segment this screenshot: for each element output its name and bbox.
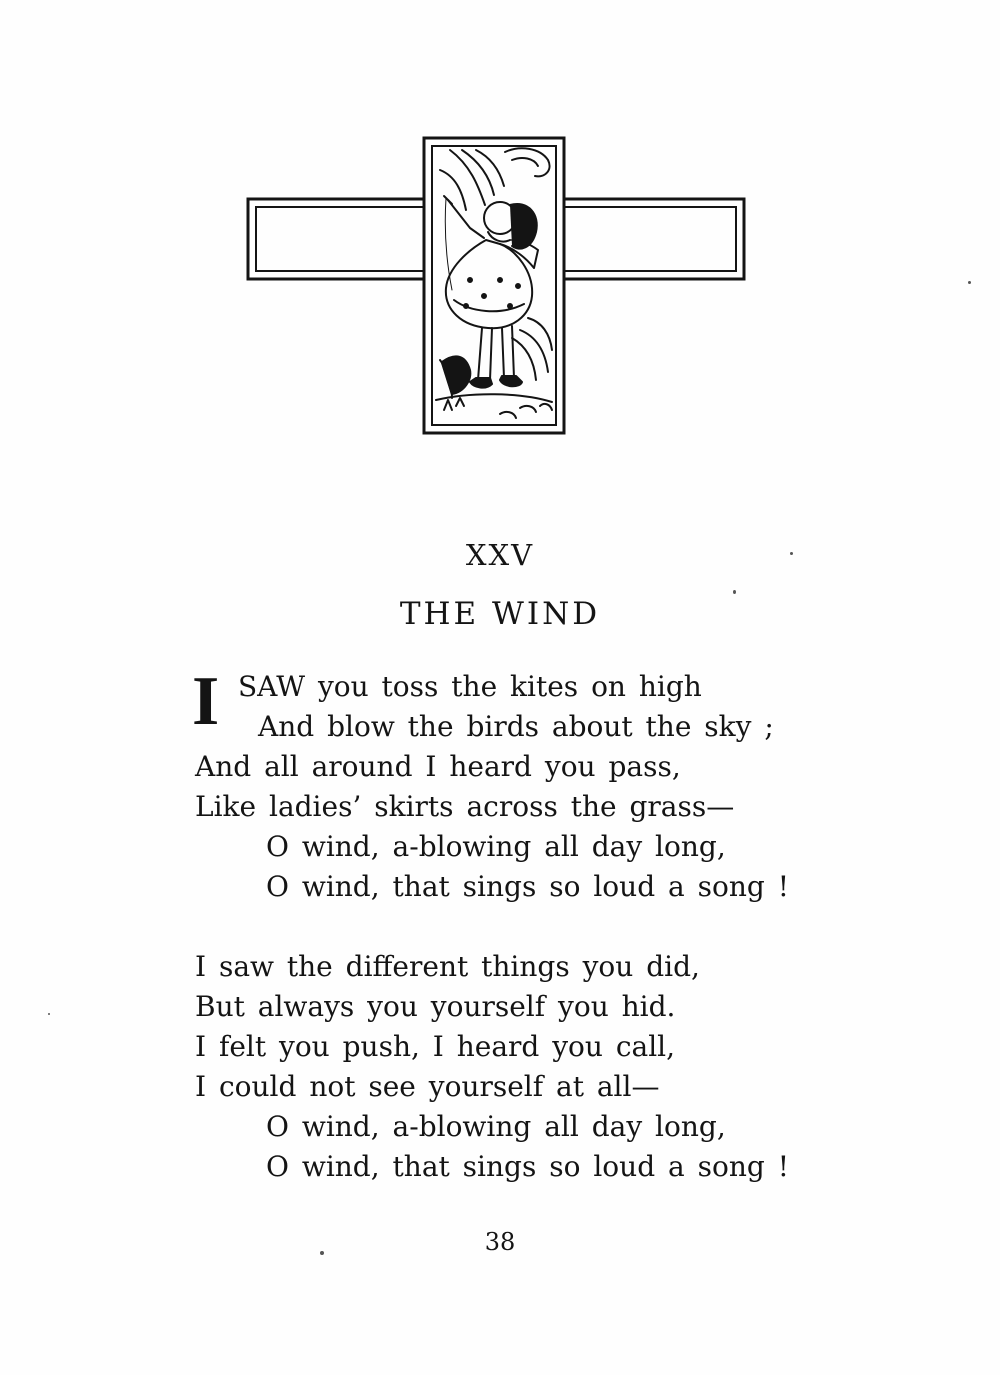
poem-line: I could not see yourself at all— <box>195 1070 660 1103</box>
poem-line: I felt you push, I heard you call, <box>195 1030 676 1063</box>
poem-line: And blow the birds about the sky ; <box>258 710 774 743</box>
print-speck <box>48 1013 50 1015</box>
poem-line: SAW you toss the kites on high <box>238 670 702 703</box>
drop-cap: I <box>192 663 220 740</box>
poem-title: THE WIND <box>399 596 601 632</box>
poem-refrain-line: O wind, a-blowing all day long, <box>266 1110 726 1143</box>
poem-refrain-line: O wind, a-blowing all day long, <box>266 830 726 863</box>
print-speck <box>968 281 971 284</box>
cross-headpiece <box>0 0 1000 460</box>
print-speck <box>320 1251 324 1255</box>
poem-refrain-line: O wind, that sings so loud a song ! <box>266 1150 789 1183</box>
poem-line: I saw the different things you did, <box>195 950 700 983</box>
chapter-number: XXV <box>465 538 535 572</box>
print-speck <box>733 590 736 594</box>
poem-line: Like ladies’ skirts across the grass— <box>195 790 735 823</box>
poem-line: But always you yourself you hid. <box>195 990 676 1023</box>
print-speck <box>790 552 793 555</box>
poem-refrain-line: O wind, that sings so loud a song ! <box>266 870 789 903</box>
page-number: 38 <box>484 1228 516 1256</box>
poem-line: And all around I heard you pass, <box>195 750 681 783</box>
